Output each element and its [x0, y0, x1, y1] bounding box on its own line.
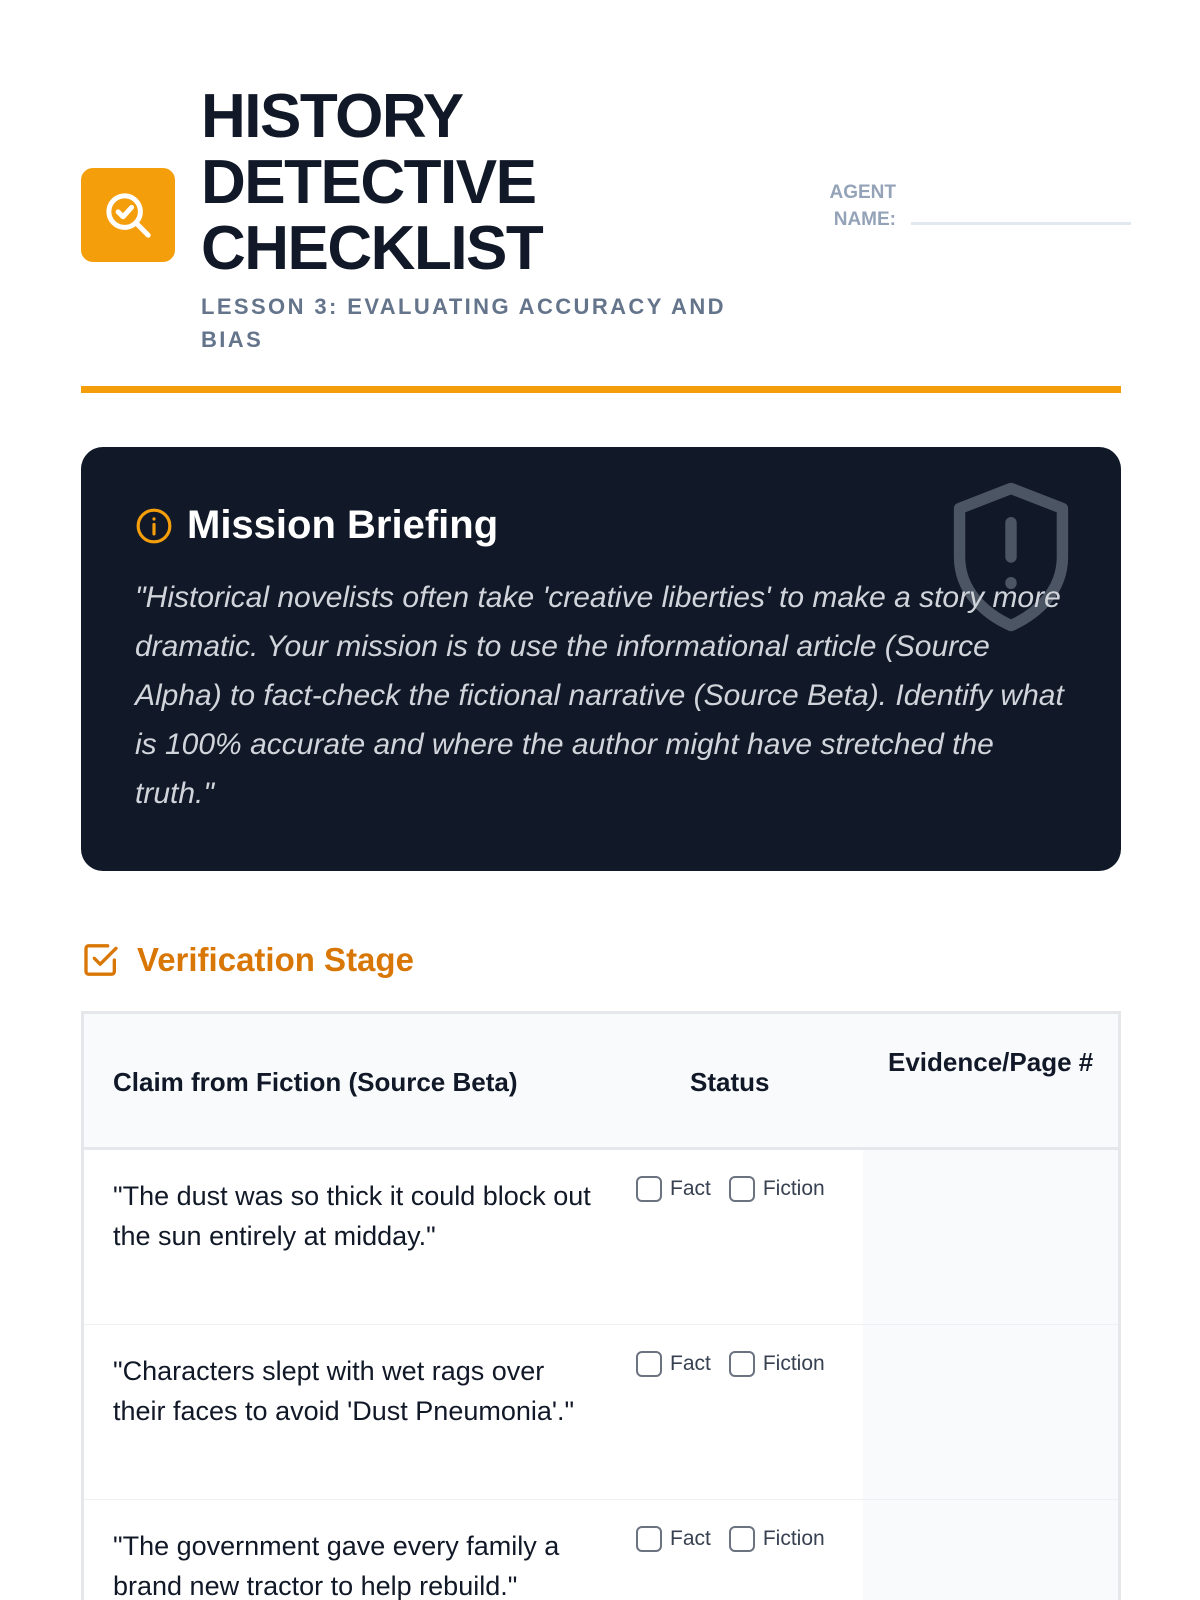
fiction-label: Fiction [762, 1352, 825, 1375]
mission-briefing-panel [81, 447, 1121, 871]
fiction-option[interactable] [729, 1176, 825, 1202]
claim-text: "Characters slept with wet rags over their faces to avoid 'Dust Pneumonia'." [113, 1356, 575, 1426]
logo-tile [81, 168, 175, 262]
fiction-checkbox[interactable] [729, 1351, 755, 1377]
fact-option[interactable] [636, 1176, 711, 1202]
column-header-claim: Claim from Fiction (Source Beta) [113, 1067, 518, 1097]
fact-label: Fact [670, 1527, 711, 1550]
status-options [636, 1176, 843, 1202]
claim-text: "The government gave every family a brand new tractor to help rebuild." [113, 1531, 560, 1600]
fiction-label: Fiction [762, 1177, 825, 1200]
header [81, 84, 1121, 396]
fiction-checkbox[interactable] [729, 1526, 755, 1552]
magnifier-check-icon [101, 188, 155, 242]
verification-table [81, 1011, 1121, 1600]
verification-heading [81, 940, 414, 980]
header-divider [81, 386, 1121, 393]
column-header-status: Status [690, 1067, 770, 1097]
column-header-evidence: Evidence/Page # [888, 1047, 1094, 1077]
agent-name-label: AGENT NAME: [829, 182, 896, 230]
agent-name-input-line[interactable] [911, 222, 1131, 225]
agent-name-field [816, 179, 1121, 239]
fact-checkbox[interactable] [636, 1176, 662, 1202]
table-row [84, 1150, 1118, 1325]
fact-label: Fact [670, 1352, 711, 1375]
lesson-subtitle: LESSON 3: EVALUATING ACCURACY AND BIAS [201, 294, 726, 352]
fact-option[interactable] [636, 1526, 711, 1552]
fiction-option[interactable] [729, 1526, 825, 1552]
fiction-option[interactable] [729, 1351, 825, 1377]
status-options [636, 1351, 843, 1377]
claim-text: "The dust was so thick it could block out the sun entirely at midday." [113, 1181, 591, 1251]
check-square-icon [81, 940, 121, 980]
fact-label: Fact [670, 1177, 711, 1200]
briefing-title: Mission Briefing [187, 503, 499, 547]
page-title: HISTORY DETECTIVE CHECKLIST [201, 82, 543, 283]
fact-option[interactable] [636, 1351, 711, 1377]
status-options [636, 1526, 843, 1552]
fiction-checkbox[interactable] [729, 1176, 755, 1202]
table-row [84, 1500, 1118, 1600]
fact-checkbox[interactable] [636, 1526, 662, 1552]
title-block [201, 84, 781, 356]
info-icon [135, 507, 173, 545]
briefing-heading [135, 503, 498, 548]
verification-title: Verification Stage [137, 941, 414, 978]
briefing-text: "Historical novelists often take 'creative liberties' to make a story more dramatic. Your mission is to use the informational article (Source Alpha) to fact-check the fictional narrative (Source Beta). Identify what is 100% accurate and where the author might have stretched the truth." [135, 581, 1064, 810]
table-row [84, 1325, 1118, 1500]
table-header [84, 1014, 1118, 1150]
fiction-label: Fiction [762, 1527, 825, 1550]
fact-checkbox[interactable] [636, 1351, 662, 1377]
